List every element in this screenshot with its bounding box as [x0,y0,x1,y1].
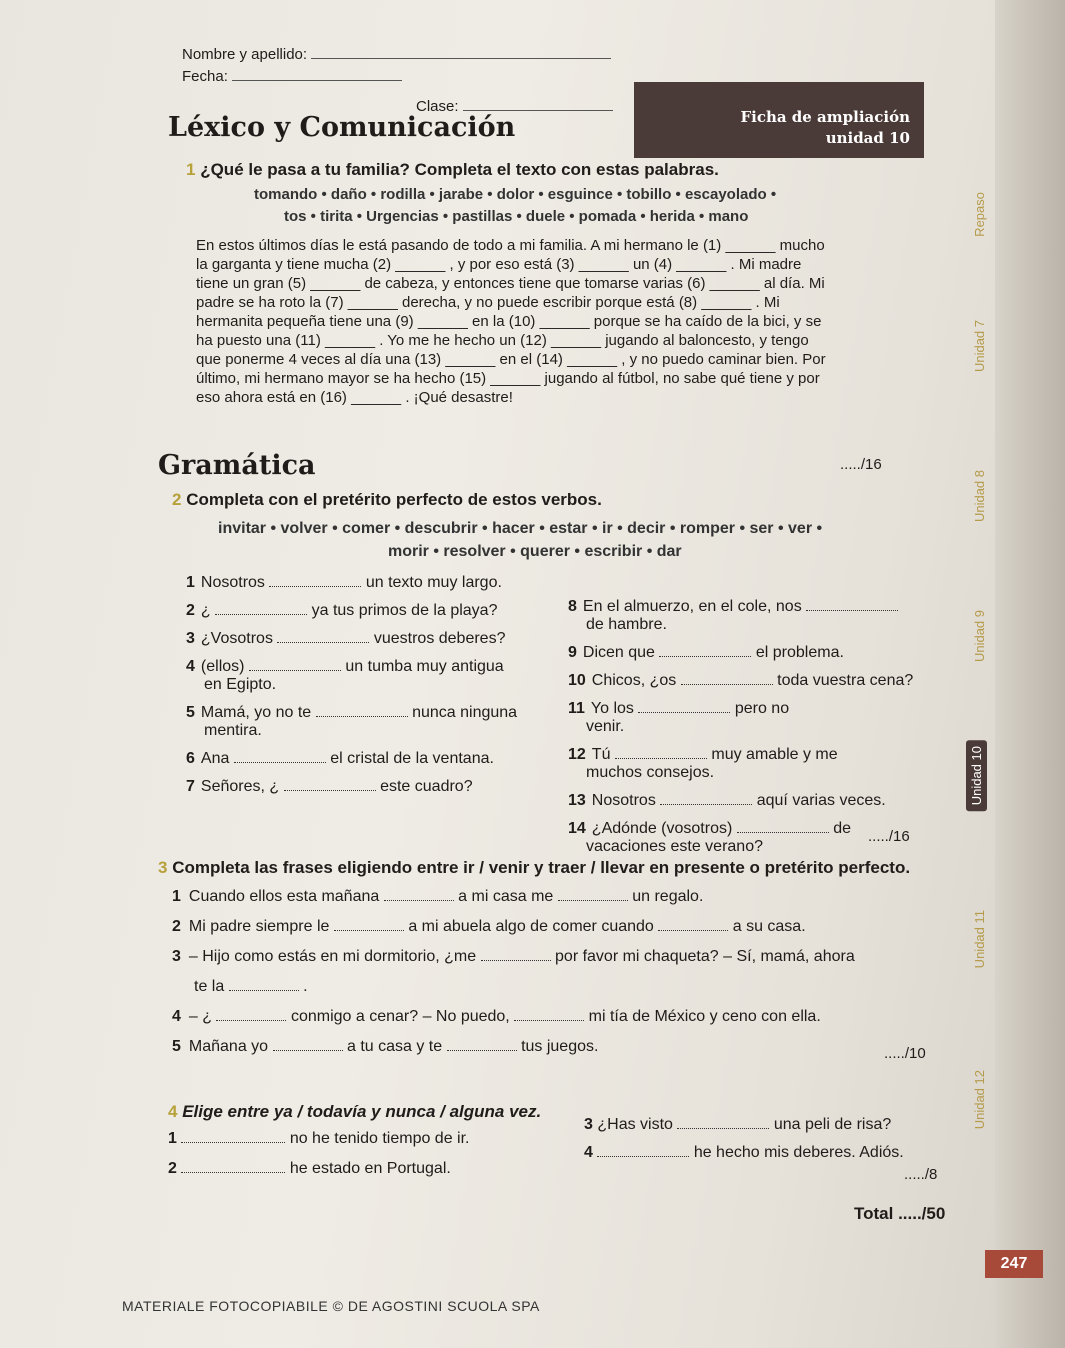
badge-title: Ficha de ampliación [740,108,910,126]
sentence-part: tus juegos. [521,1038,599,1055]
sentence-part: a su casa. [732,918,806,935]
sentence-line [172,886,855,906]
exercise-3-score: ...../10 [884,1045,926,1062]
side-tab-2: Unidad 8 [972,470,987,523]
text-line: que ponerme 4 veces al día una (13) ______ en el (14) ______ , y no puedo caminar bien. Por [196,351,826,368]
exercise-2-number: 2 [172,490,182,509]
exercise-1-text-block [196,236,826,407]
side-tab-5: Unidad 11 [972,910,987,969]
footer-copyright: MATERIALE FOTOCOPIABILE © DE AGOSTINI SCUOLA SPA [122,1298,540,1314]
item-text-b: pero no [734,700,790,717]
item-text-a: ¿Has visto [597,1116,673,1133]
text-line: eso ahora está en (16) ______ . ¡Qué desastre! [196,389,513,406]
answer-blank[interactable] [316,702,408,717]
name-field [182,46,611,63]
verb-item [568,790,913,810]
verb-item [568,698,913,736]
answer-blank[interactable] [229,976,299,991]
side-tab-6: Unidad 12 [972,1070,987,1130]
sentence-part: a tu casa y te [346,1038,443,1055]
item-text: he estado en Portugal. [289,1160,451,1177]
sentence-part: un regalo. [632,888,704,905]
exercise-3-lines [172,886,855,1066]
exercise-3-text: Completa las frases eligiendo entre ir / venir y traer / llevar en presente o pretérito perfecto. [172,858,911,877]
class-label: Clase: [416,98,459,115]
sentence-part: a mi abuela algo de comer cuando [408,918,654,935]
answer-blank[interactable] [181,1128,285,1143]
answer-blank[interactable] [737,818,829,833]
gramatica-title: Gramática [158,450,316,481]
item-text-c: en Egipto. [204,676,277,693]
item-text-b: aquí varias veces. [756,792,886,809]
item-text-a: Dicen que [582,644,655,661]
item-number: 9 [568,644,577,661]
exercise-4-item-1 [168,1128,470,1148]
item-number: 4 [172,1008,181,1025]
item-number: 8 [568,598,577,615]
answer-blank[interactable] [447,1036,517,1051]
side-tab-4: Unidad 10 [966,740,987,811]
sentence-line [172,1036,855,1056]
verb-item [568,596,913,634]
item-text-b: nunca ninguna [412,704,518,721]
total-score: Total ...../50 [854,1204,946,1223]
answer-blank[interactable] [677,1114,769,1129]
book-spine [995,0,1065,1348]
item-text-a: Ana [200,750,230,767]
verb-bank-line-2: morir • resolver • querer • escribir • dar [388,543,682,560]
answer-blank[interactable] [215,600,307,615]
item-text-a: ¿ [200,602,211,619]
item-number: 1 [168,1130,177,1147]
verb-item [568,818,913,856]
verb-bank-line-1: invitar • volver • comer • descubrir • hacer • estar • ir • decir • romper • ser • ver • [218,520,823,537]
exercise-2-instruction [172,490,602,510]
item-text-c: vacaciones este verano? [586,838,763,855]
answer-blank[interactable] [615,744,707,759]
text-line: la garganta y tiene mucha (2) ______ , y por eso está (3) ______ un (4) ______ . Mi madre [196,256,802,273]
word-bank-line-1: tomando • daño • rodilla • jarabe • dolor • esguince • tobillo • escayolado • [254,186,777,203]
exercise-2-score: ...../16 [868,828,910,845]
item-number: 1 [186,574,195,591]
answer-blank[interactable] [284,776,376,791]
answer-blank[interactable] [514,1006,584,1021]
sentence-line [172,1006,855,1026]
sentence-part: . [303,978,308,995]
item-text-b: de [833,820,852,837]
sentence-part: – ¿ [188,1008,213,1025]
lexico-title: Léxico y Comunicación [168,112,516,143]
answer-blank[interactable] [181,1158,285,1173]
badge-unit: unidad 10 [825,129,910,147]
date-field [182,68,402,85]
item-number: 2 [186,602,195,619]
answer-blank[interactable] [638,698,730,713]
exercise-4-score: ...../8 [904,1166,938,1183]
exercise-2-left-column [186,572,517,804]
verb-item [186,776,517,796]
sentence-part: mi tía de México y ceno con ella. [588,1008,821,1025]
item-text-a: Tú [591,746,611,763]
verb-item [568,744,913,782]
answer-blank[interactable] [384,886,454,901]
exercise-2-right-column [568,596,913,864]
item-text-a: Chicos, ¿os [591,672,677,689]
answer-blank[interactable] [660,790,752,805]
answer-blank[interactable] [249,656,341,671]
exercise-4-item-3 [584,1114,891,1134]
item-text-a: Nosotros [591,792,656,809]
word-bank-line-2: tos • tirita • Urgencias • pastillas • duele • pomada • herida • mano [284,208,749,225]
item-text-c: mentira. [204,722,262,739]
item-number: 3 [172,948,181,965]
side-tab-1: Unidad 7 [972,320,987,373]
item-number: 1 [172,888,181,905]
answer-blank[interactable] [659,642,751,657]
text-line: padre se ha roto la (7) ______ derecha, y no puede escribir porque está (8) ______ . Mi [196,294,780,311]
text-line: hermanita pequeña tiene una (9) ______ en la (10) ______ porque se ha caído de la bici, y se [196,313,822,330]
verb-item [186,600,517,620]
item-number: 13 [568,792,586,809]
item-text-c: de hambre. [586,616,667,633]
item-number: 2 [168,1160,177,1177]
item-text-b: un texto muy largo. [365,574,502,591]
sentence-part: Mañana yo [188,1038,269,1055]
name-label: Nombre y apellido: [182,46,308,63]
sentence-part: te la [194,978,225,995]
item-text-c: venir. [586,718,625,735]
item-text-b: una peli de risa? [773,1116,892,1133]
side-tab-0: Repaso [972,192,987,237]
unit-badge [634,82,924,158]
item-text-a: Mamá, yo no te [200,704,312,721]
answer-blank[interactable] [558,886,628,901]
date-label: Fecha: [182,68,228,85]
item-text-b: un tumba muy antigua [345,658,504,675]
item-number: 7 [186,778,195,795]
answer-blank[interactable] [481,946,551,961]
verb-item [568,670,913,690]
item-number: 4 [584,1144,593,1161]
item-number: 10 [568,672,586,689]
answer-blank[interactable] [597,1142,689,1157]
text-line: En estos últimos días le está pasando de todo a mi familia. A mi hermano le (1) ______ mucho [196,237,825,254]
item-number: 5 [186,704,195,721]
verb-item [186,748,517,768]
verb-item [186,702,517,740]
item-text-a: ¿Adónde (vosotros) [591,820,733,837]
item-text-b: el cristal de la ventana. [330,750,494,767]
verb-item [568,642,913,662]
item-number: 5 [172,1038,181,1055]
sentence-part: Mi padre siempre le [188,918,330,935]
verb-item [186,572,517,592]
exercise-3-number: 3 [158,858,168,877]
sentence-part: – Hijo como estás en mi dormitorio, ¿me [188,948,477,965]
sentence-line [172,916,855,936]
exercise-4-text: Elige entre ya / todavía y nunca / alguna vez. [182,1102,542,1121]
item-text-b: el problema. [755,644,844,661]
item-text-a: Señores, ¿ [200,778,280,795]
item-text-b: ya tus primos de la playa? [311,602,498,619]
exercise-3-instruction [158,858,910,878]
answer-blank[interactable] [273,1036,343,1051]
item-number: 11 [568,700,585,717]
verb-item [186,628,517,648]
item-text-a: Nosotros [200,574,265,591]
text-line: tiene un gran (5) ______ de cabeza, y entonces tiene que tomarse varias (6) ______ al día. Mi [196,275,825,292]
date-line[interactable] [232,80,402,81]
answer-blank[interactable] [681,670,773,685]
text-line: ha puesto una (11) ______ . Yo me he hecho un (12) ______ jugando al baloncesto, y tengo [196,332,809,349]
sentence-line [172,946,855,966]
answer-blank[interactable] [216,1006,286,1021]
item-text-b: este cuadro? [380,778,473,795]
item-text-a: En el almuerzo, en el cole, nos [582,598,802,615]
item-text: no he tenido tiempo de ir. [289,1130,470,1147]
name-line[interactable] [311,58,611,59]
item-number: 12 [568,746,586,763]
text-line: último, mi hermano mayor se ha hecho (15) ______ jugando al fútbol, no sabe qué tiene y por [196,370,820,387]
answer-blank[interactable] [658,916,728,931]
item-text-b: vuestros deberes? [373,630,506,647]
answer-blank[interactable] [269,572,361,587]
item-text-b: muy amable y me [711,746,838,763]
exercise-1-score: ...../16 [840,456,882,473]
sentence-part: por favor mi chaqueta? – Sí, mamá, ahora [555,948,855,965]
item-number: 3 [584,1116,593,1133]
exercise-4-instruction [168,1102,541,1122]
answer-blank[interactable] [234,748,326,763]
verb-item [186,656,517,694]
exercise-2-text: Completa con el pretérito perfecto de estos verbos. [186,490,602,509]
exercise-4-item-4 [584,1142,904,1162]
item-number: 6 [186,750,195,767]
item-number: 14 [568,820,586,837]
item-number: 2 [172,918,181,935]
sentence-part: a mi casa me [458,888,554,905]
item-text-a: Yo los [590,700,634,717]
item-number: 4 [186,658,195,675]
exercise-4-item-2 [168,1158,451,1178]
exercise-1-instruction [186,160,719,180]
sentence-line [172,976,855,996]
item-text-a: ¿Vosotros [200,630,273,647]
answer-blank[interactable] [806,596,898,611]
sentence-part: conmigo a cenar? – No puedo, [290,1008,510,1025]
item-text-c: muchos consejos. [586,764,715,781]
exercise-1-number: 1 [186,160,196,179]
class-line[interactable] [463,110,613,111]
side-tab-3: Unidad 9 [972,610,987,663]
item-text-b: toda vuestra cena? [777,672,914,689]
answer-blank[interactable] [277,628,369,643]
answer-blank[interactable] [334,916,404,931]
exercise-1-text: ¿Qué le pasa a tu familia? Completa el texto con estas palabras. [200,160,719,179]
item-text: he hecho mis deberes. Adiós. [693,1144,904,1161]
exercise-4-number: 4 [168,1102,178,1121]
page-number: 247 [985,1250,1043,1278]
item-text-a: (ellos) [200,658,245,675]
sentence-part: Cuando ellos esta mañana [188,888,380,905]
item-number: 3 [186,630,195,647]
